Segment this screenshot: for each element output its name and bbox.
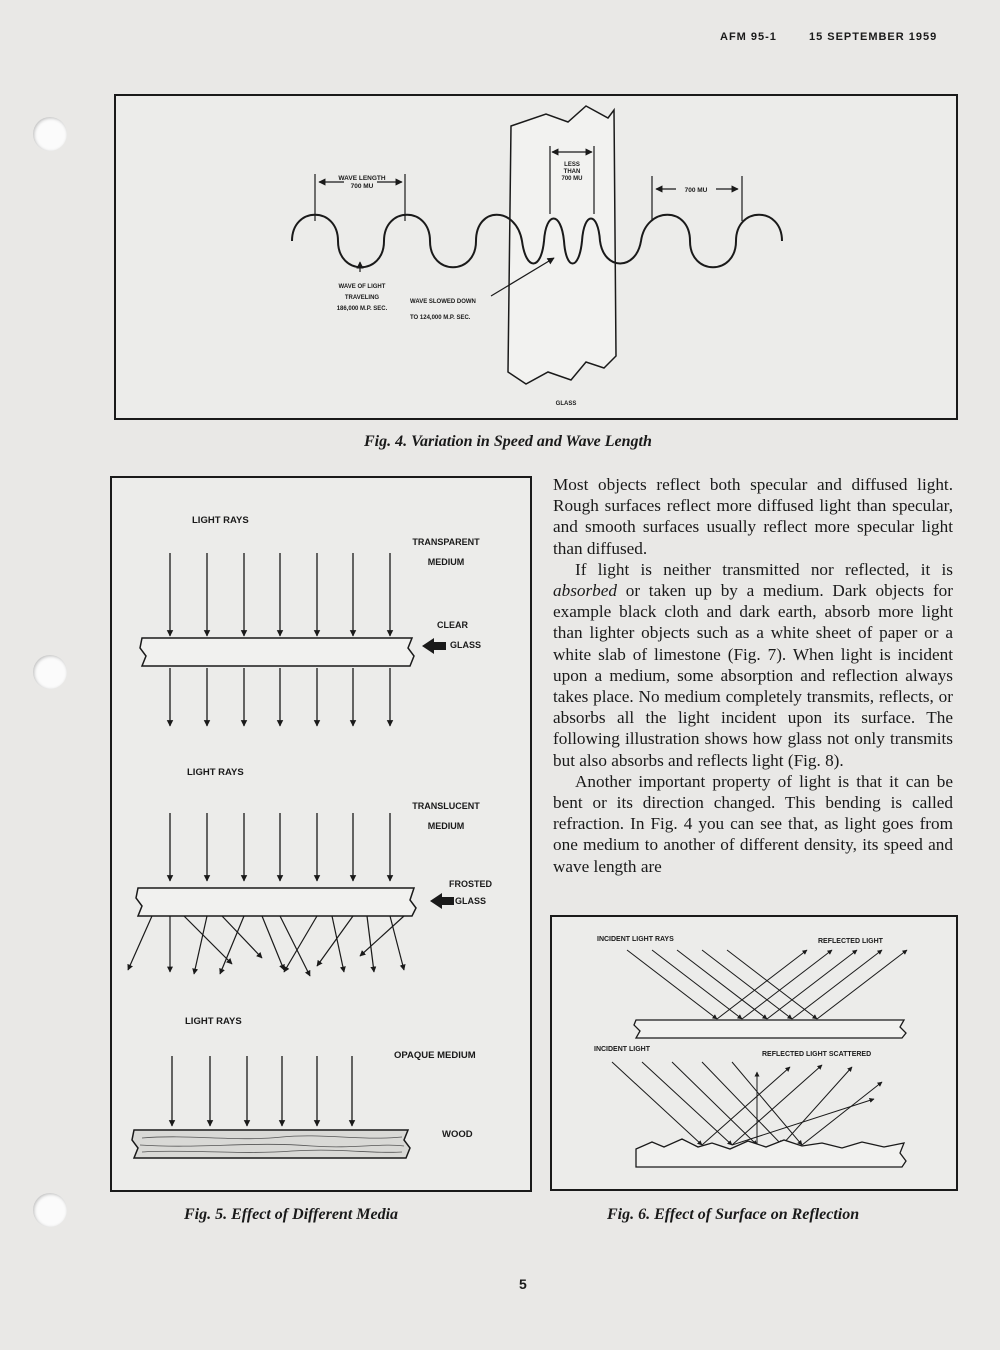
frosted-glass-pointer-icon [430,893,454,909]
clear-glass-slab [140,638,414,666]
clear-glass-label: CLEAR GLASS [437,620,482,650]
absorbed-term: absorbed [553,581,617,601]
frosted-glass-slab [136,888,416,916]
rough-surface [636,1139,906,1167]
paragraph-1: Most objects reflect both specular and diffused light. Rough surfaces reflect more diffused light than specular, and smooth surfaces usually reflect more specular light than diffused. [553,475,953,558]
translucent-medium-label: TRANSLUCENT MEDIUM [412,801,480,831]
transparent-medium-label: TRANSPARENT MEDIUM [412,537,480,567]
doc-date: 15 SEPTEMBER 1959 [808,31,938,43]
fig6-caption: Fig. 6. Effect of Surface on Reflection [607,1206,860,1223]
page-header [720,31,937,43]
incident-light-label: INCIDENT LIGHT [594,1046,650,1053]
fig4-caption: Fig. 4. Variation in Speed and Wave Length [364,433,652,450]
binder-hole-middle [33,655,67,689]
fig5-caption: Fig. 5. Effect of Different Media [184,1206,399,1223]
light-rays-label-3: LIGHT RAYS [185,1016,242,1027]
paragraph-2: If light is neither transmitted nor reflected, it is absorbed or taken up by a medium. Dark objects for example black cloth and dark earth, absorb more light than lighter objects such as a white sheet of paper or a white slab of limestone (Fig. 7). When light is incident upon a medium, some absorption and reflection always takes place. No medium completely transmits, reflects, or absorbs all the light incident upon its surface. The following illustration shows how glass not only transmits but also absorbs and reflects light (Fig. 8). [553,559,953,770]
wood-block [132,1130,410,1158]
diffuse-rays [612,1062,882,1145]
fig4-box [114,94,958,420]
clear-glass-pointer-icon [422,638,446,654]
specular-rays [627,950,907,1019]
frosted-glass-label: FROSTED GLASS [449,879,493,906]
fig5-diagram [112,478,530,1190]
less-than-label: LESS THAN 700 MU [561,162,583,182]
rays-opaque [172,1056,352,1126]
fig6-diagram [552,917,956,1189]
doc-id: AFM 95-1 [720,31,777,43]
light-rays-label-2: LIGHT RAYS [187,767,244,778]
body-text [553,474,953,877]
right-700mu-label: 700 MU [684,187,708,194]
opaque-medium-label: OPAQUE MEDIUM [394,1050,476,1061]
reflected-light-scattered-label: REFLECTED LIGHT SCATTERED [762,1051,872,1058]
fig5-box [110,476,532,1192]
binder-hole-bottom [33,1193,67,1227]
wood-label: WOOD [442,1129,473,1140]
reflected-light-label: REFLECTED LIGHT [818,938,883,945]
page-number: 5 [519,1276,527,1292]
incident-light-rays-label: INCIDENT LIGHT RAYS [597,936,674,943]
scattered-rays [128,916,404,976]
rays-translucent [170,813,390,881]
smooth-surface [634,1020,906,1038]
wave-slowed-label: WAVE SLOWED DOWN TO 124,000 M.P. SEC. [410,299,476,321]
paragraph-3: Another important property of light is that it can be bent or its direction changed. This bending is called refraction. In Fig. 4 you can see that, as light goes from one medium to another of different density, its speed and wave length are [553,771,953,876]
fig6-box [550,915,958,1191]
wave-of-light-label: WAVE OF LIGHT TRAVELING 186,000 M.P. SEC. [336,284,388,312]
glass-label: GLASS [555,401,577,407]
wave-length-label: WAVE LENGTH 700 MU [338,175,386,190]
fig4-diagram [116,96,956,418]
binder-hole-top [33,117,67,151]
light-rays-label-1: LIGHT RAYS [192,515,249,526]
